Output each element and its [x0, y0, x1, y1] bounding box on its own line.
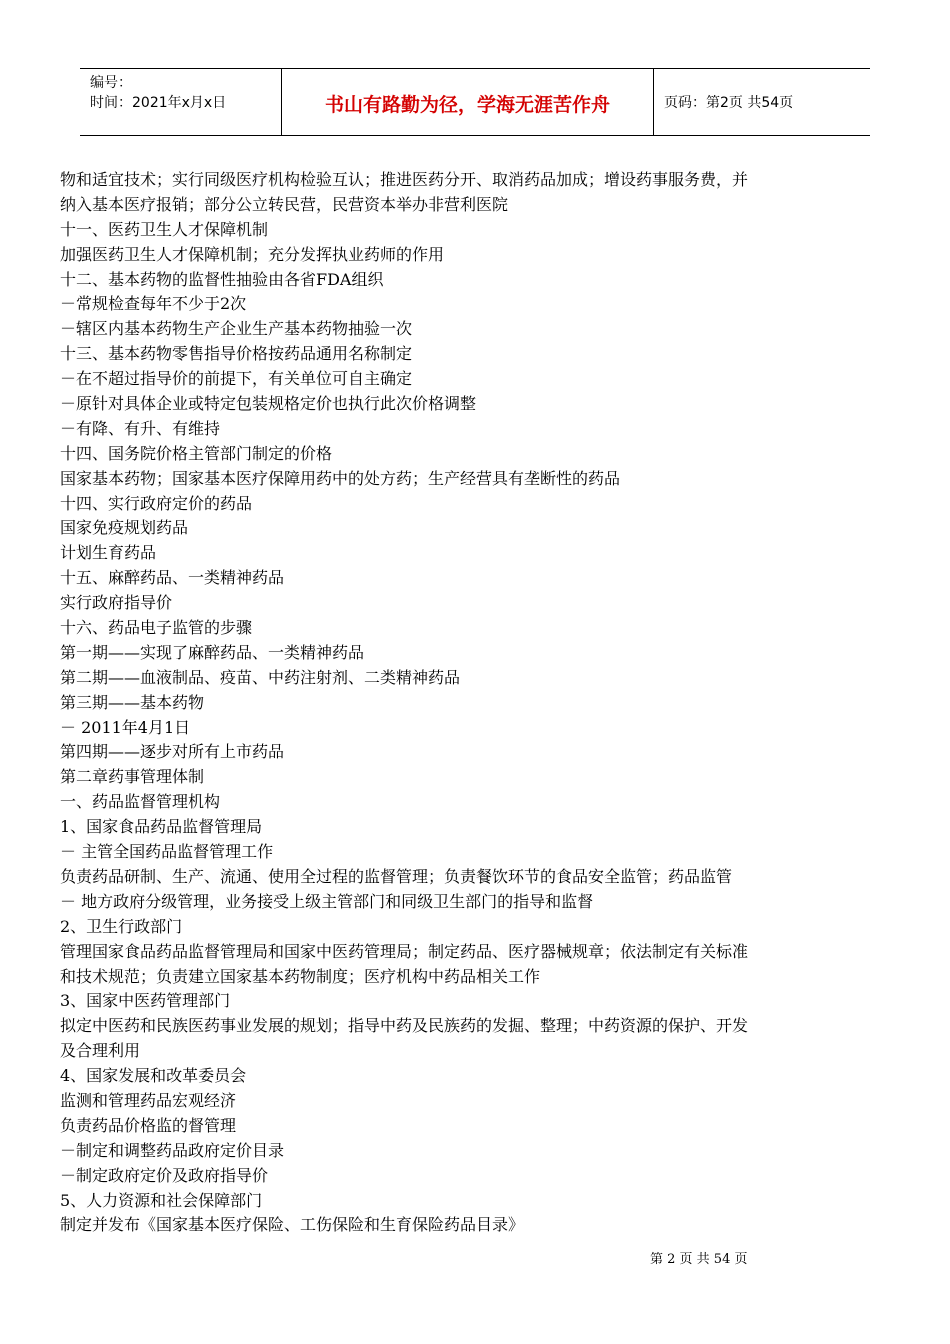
text-line: 物和适宜技术；实行同级医疗机构检验互认；推进医药分开、取消药品加成；增设药事服务费，并 — [60, 170, 749, 189]
text-line: －原针对具体企业或特定包装规格定价也执行此次价格调整 — [60, 394, 477, 414]
document-header — [80, 68, 870, 136]
text-line: 5、人力资源和社会保障部门 — [60, 1190, 263, 1210]
time-label: 时间：2021年x月x日 — [90, 95, 227, 111]
text-line: 实行政府指导价 — [60, 593, 173, 613]
text-line: － 2011年4月1日 — [60, 717, 191, 737]
text-line: 纳入基本医疗报销；部分公立转民营，民营资本举办非营利医院 — [60, 194, 509, 214]
text-line: 第二章药事管理体制 — [60, 767, 205, 787]
text-line: 十四、实行政府定价的药品 — [60, 493, 253, 513]
text-line: 第二期——血液制品、疫苗、中药注射剂、二类精神药品 — [60, 667, 461, 687]
text-line: －制定和调整药品政府定价目录 — [60, 1140, 285, 1160]
text-line: 第一期——实现了麻醉药品、一类精神药品 — [60, 642, 365, 662]
text-line: 十一、医药卫生人才保障机制 — [60, 219, 269, 239]
text-line: 第三期——基本药物 — [60, 692, 205, 712]
text-line: 及合理利用 — [60, 1041, 141, 1061]
text-line: 计划生育药品 — [60, 543, 157, 563]
text-line: 国家基本药物；国家基本医疗保障用药中的处方药；生产经营具有垄断性的药品 — [60, 468, 621, 488]
text-line: －有降、有升、有维持 — [60, 418, 221, 438]
text-line: 1、国家食品药品监督管理局 — [60, 817, 263, 837]
text-line: 监测和管理药品宏观经济 — [60, 1090, 237, 1110]
text-line: 3、国家中医药管理部门 — [60, 991, 231, 1011]
text-line: 国家免疫规划药品 — [60, 518, 189, 538]
text-line: －常规检查每年不少于2次 — [60, 294, 247, 314]
text-line: －制定政府定价及政府指导价 — [60, 1165, 269, 1185]
number-label: 编号： — [90, 75, 132, 91]
page-footer: 第 2 页 共 54 页 — [650, 1252, 748, 1267]
header-motto: 书山有路勤为径，学海无涯苦作舟 — [282, 69, 654, 135]
text-line: 4、国家发展和改革委员会 — [60, 1066, 247, 1086]
text-line: － 主管全国药品监督管理工作 — [60, 842, 274, 862]
text-line: 拟定中医药和民族医药事业发展的规划；指导中药及民族药的发掘、整理；中药资源的保护、开发 — [60, 1016, 749, 1036]
text-line: 加强医药卫生人才保障机制；充分发挥执业药师的作用 — [60, 244, 445, 264]
text-line: 十五、麻醉药品、一类精神药品 — [60, 568, 285, 588]
text-line: 制定并发布《国家基本医疗保险、工伤保险和生育保险药品目录》 — [60, 1215, 525, 1235]
text-line: － 地方政府分级管理，业务接受上级主管部门和同级卫生部门的指导和监督 — [60, 891, 594, 911]
text-line: 十四、国务院价格主管部门制定的价格 — [60, 443, 333, 463]
header-page-code: 页码：第2页 共54页 — [664, 95, 794, 111]
text-line: －辖区内基本药物生产企业生产基本药物抽验一次 — [60, 319, 413, 339]
text-line: 十三、基本药物零售指导价格按药品通用名称制定 — [60, 344, 413, 364]
text-line: －在不超过指导价的前提下，有关单位可自主确定 — [60, 369, 413, 389]
text-line: 十六、药品电子监管的步骤 — [60, 618, 253, 638]
text-line: 负责药品价格监的督管理 — [60, 1115, 237, 1135]
text-line: 第四期——逐步对所有上市药品 — [60, 742, 285, 762]
text-line: 管理国家食品药品监督管理局和国家中医药管理局；制定药品、医疗器械规章；依法制定有关标准 — [60, 941, 749, 961]
document-body — [60, 168, 890, 1238]
header-meta — [80, 69, 282, 135]
text-line: 负责药品研制、生产、流通、使用全过程的监督管理；负责餐饮环节的食品安全监管；药品监管 — [60, 866, 733, 886]
text-line: 一、药品监督管理机构 — [60, 792, 221, 812]
text-line: 十二、基本药物的监督性抽验由各省FDA组织 — [60, 269, 384, 289]
text-line: 和技术规范；负责建立国家基本药物制度；医疗机构中药品相关工作 — [60, 966, 541, 986]
text-line: 2、卫生行政部门 — [60, 916, 183, 936]
